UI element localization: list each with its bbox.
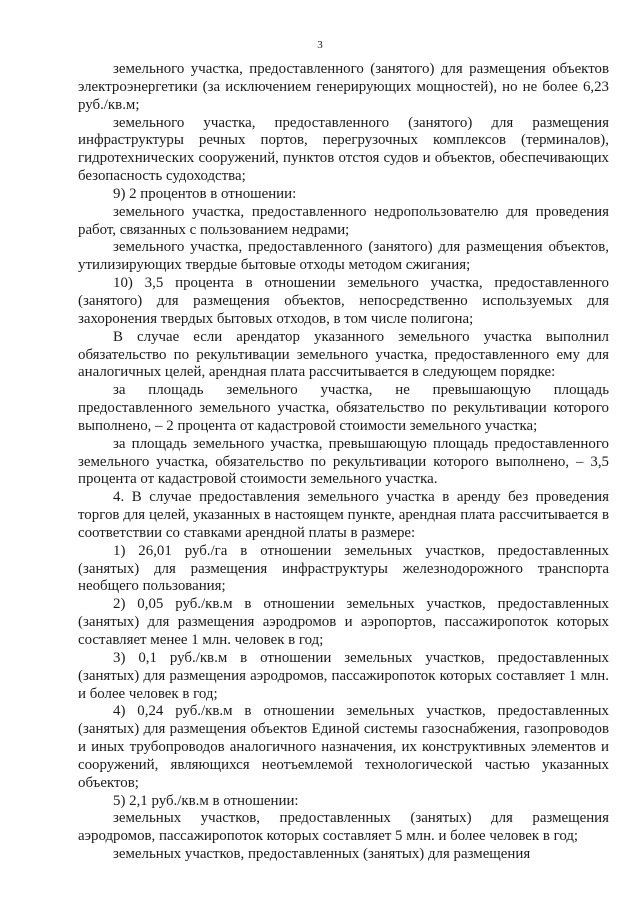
paragraph-area-exceeding: за площадь земельного участка, превышающую площадь предоставленного земельного участка, обязательство по рекультивации которого выполнено, – 3,5 процента от кадастровой стоимости земельного участка. <box>78 435 609 488</box>
paragraph-rate-4: 4) 0,24 руб./кв.м в отношении земельных участков, предоставленных (занятых) для размещения объектов Единой системы газоснабжения, газопроводов и иных трубопроводов аналогичного назначения, их конструктивных элементов и сооружений, являющихся неотъемлемой технологической частью указанных объектов; <box>78 703 609 791</box>
paragraph-section-4: 4. В случае предоставления земельного участка в аренду без проведения торгов для целей, указанных в настоящем пункте, арендная плата рассчитывается в соответствии со ставками арендной платы в размере: <box>78 489 609 541</box>
page-number: 3 <box>317 39 323 51</box>
document-body <box>78 61 609 864</box>
paragraph-waste-incineration: земельного участка, предоставленного (занятого) для размещения объектов, утилизирующих твердые бытовые отходы методом сжигания; <box>78 239 609 274</box>
paragraph-electroenergy: земельного участка, предоставленного (занятого) для размещения объектов электроэнергетики (за исключением генерирующих мощностей), но не более 6,23 руб./кв.м; <box>78 61 609 113</box>
paragraph-recultivation: В случае если арендатор указанного земельного участка выполнил обязательство по рекультивации земельного участка, предоставленного ему для аналогичных целей, арендная плата рассчитывается в следующем порядке: <box>78 328 609 381</box>
paragraph-river-ports: земельного участка, предоставленного (занятого) для размещения инфраструктуры речных портов, перегрузочных комплексов (терминалов), гидротехнических сооружений, пунктов отстоя судов и объектов, обеспечивающих безопасность судоходства; <box>78 114 609 185</box>
paragraph-item-10: 10) 3,5 процента в отношении земельного участка, предоставленного (занятого) для размещения объектов, непосредственно используемых для захоронения твердых бытовых отходов, в том числе полигона; <box>78 275 609 327</box>
paragraph-airfields-5mln: земельных участков, предоставленных (занятых) для размещения аэродромов, пассажиропоток которых составляет 5 млн. и более человек в год; <box>78 810 609 845</box>
paragraph-rate-2: 2) 0,05 руб./кв.м в отношении земельных участков, предоставленных (занятых) для размещения аэродромов и аэропортов, пассажиропоток которых составляет менее 1 млн. человек в год; <box>78 596 609 648</box>
paragraph-subsoil-use: земельного участка, предоставленного недропользователю для проведения работ, связанных с пользованием недрами; <box>78 203 609 238</box>
paragraph-rate-1: 1) 26,01 руб./га в отношении земельных участков, предоставленных (занятых) для размещения инфраструктуры железнодорожного транспорта необщего пользования; <box>78 542 609 595</box>
paragraph-item-9: 9) 2 процентов в отношении: <box>113 185 297 202</box>
paragraph-rate-5: 5) 2,1 руб./кв.м в отношении: <box>113 792 299 809</box>
paragraph-area-not-exceeding: за площадь земельного участка, не превышающую площадь предоставленного земельного участка, обязательство по рекультивации которого выполнено, – 2 процента от кадастровой стоимости земельного участка; <box>78 382 609 434</box>
paragraph-rate-3: 3) 0,1 руб./кв.м в отношении земельных участков, предоставленных (занятых) для размещения аэродромов, пассажиропоток которых составляет 1 млн. и более человек в год; <box>78 649 609 702</box>
paragraph-continued: земельных участков, предоставленных (занятых) для размещения <box>113 846 531 863</box>
